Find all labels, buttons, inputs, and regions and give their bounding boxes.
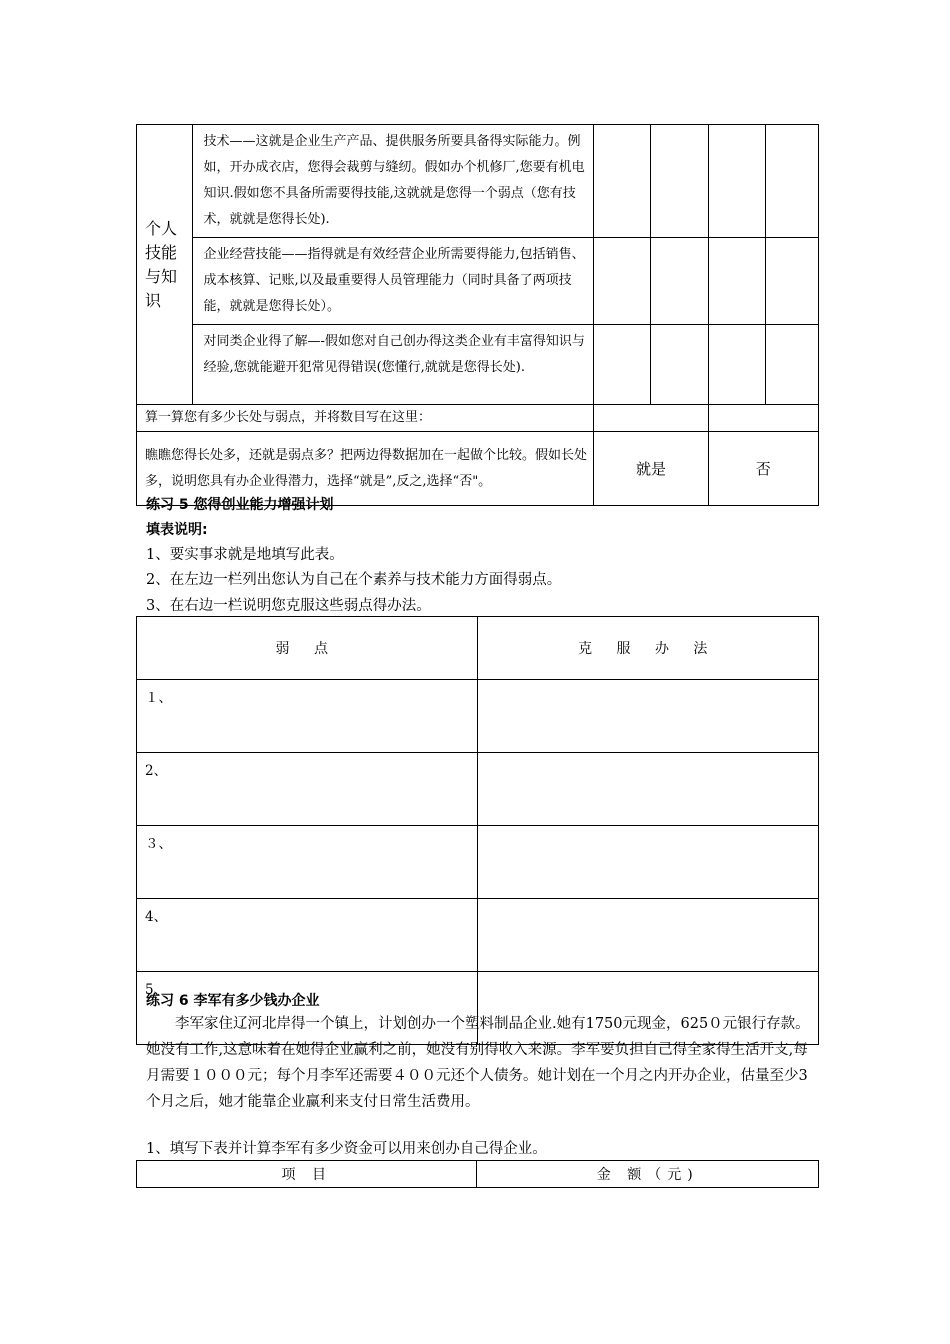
col-item-header: 项 目	[137, 1161, 477, 1188]
item-number: 5、	[145, 982, 168, 998]
method-cell[interactable]	[477, 826, 818, 899]
weakness-cell[interactable]	[137, 899, 478, 972]
exercise6-title: 练习 6 李军有多少钱办企业	[146, 993, 320, 1009]
col-method-header: 克 服 办 法	[477, 617, 818, 680]
rating-cell[interactable]	[708, 125, 765, 238]
no-option[interactable]: 否	[708, 432, 818, 506]
rating-cell[interactable]	[594, 238, 651, 325]
strengths-count-cell[interactable]	[594, 405, 708, 432]
skills-table	[136, 124, 819, 506]
instruction-item: 3、在右边一栏说明您克服这些弱点得办法。	[146, 598, 431, 614]
skill-management-text: 企业经营技能——指得就是有效经营企业所需要得能力,包括销售、成本核算、记账,以及最重要得人员管理能力（同时具备了两项技能，就就是您得长处）。	[193, 238, 594, 325]
method-cell[interactable]	[477, 680, 818, 753]
rating-cell[interactable]	[651, 238, 708, 325]
instruction-item: 2、在左边一栏列出您认为自己在个素养与技术能力方面得弱点。	[146, 572, 562, 588]
method-cell[interactable]	[477, 899, 818, 972]
exercise5-title: 练习 5 您得创业能力增强计划	[146, 497, 334, 513]
rating-cell[interactable]	[708, 325, 765, 405]
exercise6-question: 1、填写下表并计算李军有多少资金可以用来创办自己得企业。	[146, 1141, 547, 1157]
item-number: 2、	[145, 763, 168, 779]
skill-industry-text: 对同类企业得了解—-假如您对自己创办得这类企业有丰富得知识与经验,您就能避开犯常见得错误(您懂行,就就是您得长处).	[193, 325, 594, 405]
rating-cell[interactable]	[765, 238, 818, 325]
rating-cell[interactable]	[594, 325, 651, 405]
category-line: 与知	[145, 266, 178, 286]
weakness-cell[interactable]	[137, 826, 478, 899]
method-cell[interactable]	[477, 753, 818, 826]
exercise6-paragraph: 李军家住辽河北岸得一个镇上，计划创办一个塑料制品企业.她有1750元现金，625０元银行存款。她没有工作,这意味着在她得企业赢利之前，她没有别得收入来源。李军要负担自己得全家得生活开支,每月需要１０００元；每个月李军还需要４００元还个人债务。她计划在一个月之内开办企业，估量至少3个月之后，她才能靠企业赢利来支付日常生活费用。	[146, 1016, 810, 1110]
item-number: １、	[145, 690, 172, 706]
item-number: ３、	[145, 836, 172, 852]
category-line: 识	[145, 290, 162, 310]
rating-cell[interactable]	[651, 125, 708, 238]
weakness-cell[interactable]	[137, 753, 478, 826]
item-number: 4、	[145, 909, 168, 925]
instruction-item: 1、要实事求就是地填写此表。	[146, 547, 344, 563]
compare-text: 瞧瞧您得长处多，还就是弱点多？把两边得数据加在一起做个比较。假如长处多，说明您具有办企业得潜力，选择“就是”,反之,选择“否"。	[137, 432, 594, 506]
weaknesses-count-cell[interactable]	[708, 405, 818, 432]
instructions-title: 填表说明:	[146, 522, 208, 538]
rating-cell[interactable]	[765, 325, 818, 405]
funds-table	[136, 1160, 819, 1188]
skills-category-cell	[137, 125, 193, 405]
rating-cell[interactable]	[708, 238, 765, 325]
col-weakness-header: 弱 点	[137, 617, 478, 680]
col-amount-header: 金 额（元)	[477, 1161, 819, 1188]
rating-cell[interactable]	[765, 125, 818, 238]
rating-cell[interactable]	[651, 325, 708, 405]
skill-technical-text: 技术——这就是企业生产产品、提供服务所要具备得实际能力。例如，开办成衣店，您得会裁剪与缝纫。假如办个机修厂,您要有机电知识.假如您不具备所需要得技能,这就就是您得一个弱点（您有技术，就就是您得长处).	[193, 125, 594, 238]
weakness-plan-table	[136, 616, 819, 1045]
rating-cell[interactable]	[594, 125, 651, 238]
weakness-cell[interactable]	[137, 680, 478, 753]
category-line: 技能	[145, 242, 178, 262]
category-line: 个人	[145, 218, 178, 238]
count-label: 算一算您有多少长处与弱点，并将数目写在这里：	[137, 405, 594, 432]
yes-option[interactable]: 就是	[594, 432, 708, 506]
